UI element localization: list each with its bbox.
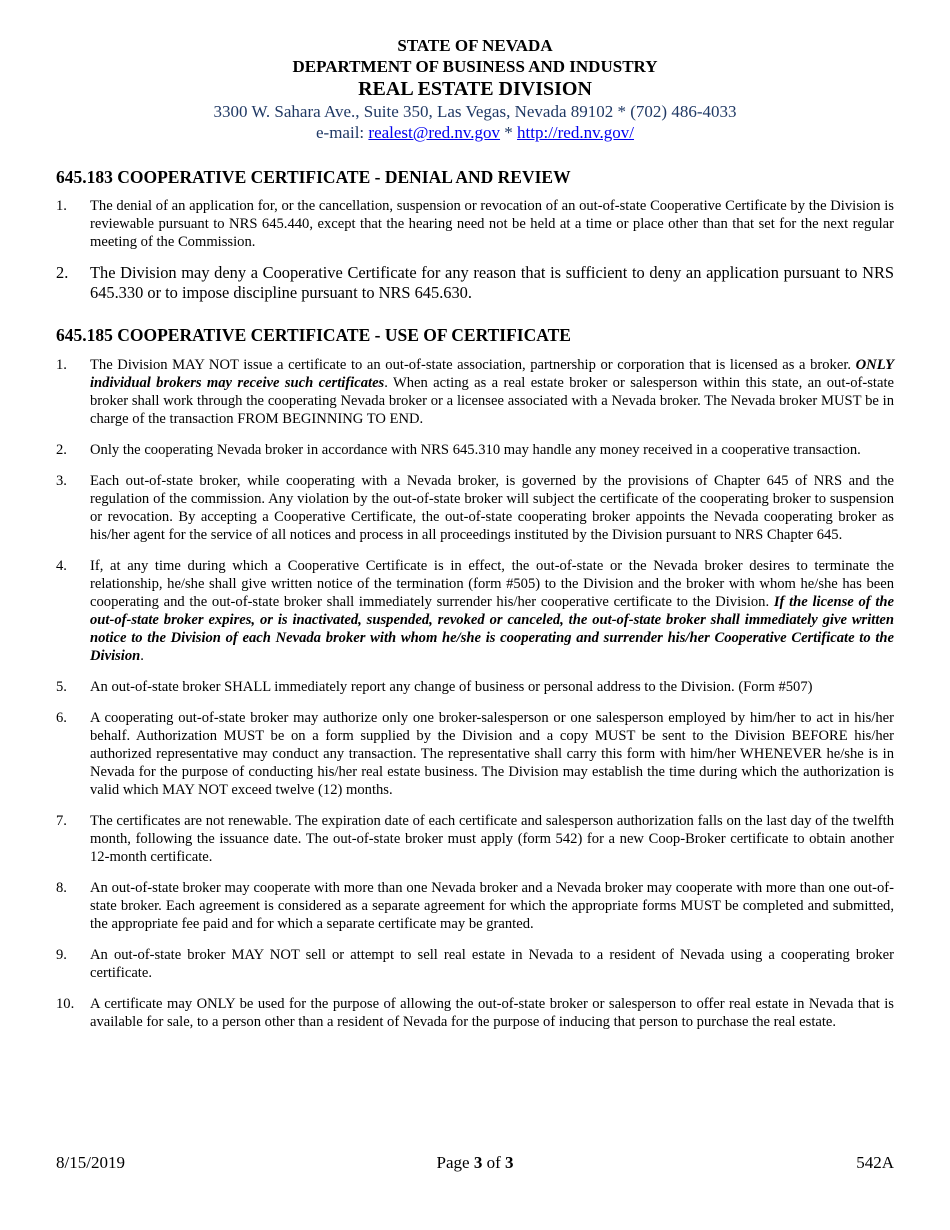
item-text: The denial of an application for, or the cancellation, suspension or revocation of an out-of-state Cooperative Certificate by the Division is reviewable pursuant to NRS 645.440, except that the hearing need not be held at a time or place other than that set for the next regular meeting of the Commission. xyxy=(90,198,894,250)
state-heading: STATE OF NEVADA xyxy=(397,36,553,55)
letterhead xyxy=(56,35,894,143)
item-text: Only the cooperating Nevada broker in accordance with NRS 645.310 may handle any money received in a cooperative transaction. xyxy=(90,442,861,458)
address-line: 3300 W. Sahara Ave., Suite 350, Las Vegas, Nevada 89102 * (702) 486-4033 xyxy=(213,102,737,121)
list-item xyxy=(56,709,894,799)
item-text: Each out-of-state broker, while cooperating with a Nevada broker, is governed by the provisions of Chapter 645 of NRS and the regulation of the commission. Any violation by the out-of-state broker will subject the certificate of the cooperating broker to suspension or revocation. By accepting a Cooperative Certificate, the out-of-state cooperating broker appoints the Nevada cooperating broker as his/her agent for the service of all notices and process in all proceedings instituted by the Division pursuant to NRS Chapter 645. xyxy=(90,473,894,543)
list-item xyxy=(56,356,894,428)
item-text xyxy=(90,557,894,665)
website-link[interactable]: http://red.nv.gov/ xyxy=(517,123,634,142)
item-number: 2. xyxy=(56,263,69,282)
item-number: 2. xyxy=(56,442,67,458)
email-label: e-mail: xyxy=(316,123,369,142)
list-item xyxy=(56,812,894,866)
list-item xyxy=(56,472,894,544)
item-number: 1. xyxy=(56,198,67,214)
item-text xyxy=(90,356,894,428)
item-text-part: If, at any time during which a Cooperative Certificate is in effect, the out-of-state or the Nevada broker desires to terminate the relationship, he/she shall give written notice of the termination (form #505) to the Division and the broker with whom he/she has been cooperating and the out-of-state broker shall immediately surrender his/her cooperative certificate to the Division. xyxy=(90,558,894,610)
emphasis-text: ONLY individual brokers may receive such certificates xyxy=(90,357,894,391)
item-number: 1. xyxy=(56,357,67,373)
item-text: The Division may deny a Cooperative Certificate for any reason that is sufficient to deny an application pursuant to NRS 645.330 or to impose discipline pursuant to NRS 645.630. xyxy=(90,263,894,302)
item-text: An out-of-state broker MAY NOT sell or attempt to sell real estate in Nevada to a resident of Nevada using a cooperating broker certificate. xyxy=(90,947,894,981)
division-heading: REAL ESTATE DIVISION xyxy=(358,78,592,100)
section-title-use-of-certificate: 645.185 COOPERATIVE CERTIFICATE - USE OF CERTIFICATE xyxy=(56,325,571,345)
item-number: 5. xyxy=(56,679,67,695)
contact-separator: * xyxy=(500,123,518,142)
item-number: 6. xyxy=(56,710,67,726)
total-pages: 3 xyxy=(504,1153,514,1172)
email-link[interactable]: realest@red.nv.gov xyxy=(368,123,501,142)
department-heading: DEPARTMENT OF BUSINESS AND INDUSTRY xyxy=(292,57,658,76)
page-number xyxy=(56,1153,894,1173)
item-number: 9. xyxy=(56,947,67,963)
list-item xyxy=(56,678,894,696)
list-item xyxy=(56,946,894,982)
item-number: 7. xyxy=(56,813,67,829)
form-id: 542A xyxy=(856,1153,894,1172)
list-item xyxy=(56,197,894,251)
list-item xyxy=(56,441,894,459)
item-text: A certificate may ONLY be used for the purpose of allowing the out-of-state broker or salesperson to offer real estate in Nevada that is available for sale, to a person other than a resident of Nevada for the purpose of inducing that person to purchase the real estate. xyxy=(90,996,894,1030)
item-text: An out-of-state broker may cooperate with more than one Nevada broker and a Nevada broker may cooperate with more than one out-of-state broker. Each agreement is considered as a separate agreement for which the appropriate forms MUST be completed and submitted, the appropriate fee paid and for which a separate certificate may be granted. xyxy=(90,880,894,932)
emphasis-text: If the license of the out-of-state broker expires, or is inactivated, suspended, revoked or canceled, the out-of-state broker shall immediately give written notice to the Division of each Nevada broker with whom he/she is cooperating and surrender his/her Cooperative Certificate to the Division xyxy=(90,594,894,664)
document-page xyxy=(56,35,894,1031)
list-item xyxy=(56,995,894,1031)
item-text: The certificates are not renewable. The expiration date of each certificate and salesperson authorization falls on the last day of the twelfth month, following the issuance date. The out-of-state broker must apply (form 542) for a new Coop-Broker certificate to obtain another 12-month certificate. xyxy=(90,813,894,865)
footer-date: 8/15/2019 xyxy=(56,1153,125,1172)
contact-line xyxy=(56,122,894,143)
of-word: of xyxy=(482,1153,505,1172)
item-number: 3. xyxy=(56,473,67,489)
item-number: 4. xyxy=(56,558,67,574)
item-number: 8. xyxy=(56,880,67,896)
page-word: Page xyxy=(436,1153,474,1172)
item-text: A cooperating out-of-state broker may authorize only one broker-salesperson or one salesperson employed by him/her to act in his/her behalf. Authorization MUST be on a form supplied by the Division and a copy MUST be sent to the Division BEFORE his/her authorized representative may conduct any transaction. The representative shall carry this form with him/her WHENEVER he/she is in Nevada for the purpose of conducting his/her real estate business. The Division may establish the time during which the authorization is valid which MAY NOT exceed twelve (12) months. xyxy=(90,710,894,798)
section-title-denial-review: 645.183 COOPERATIVE CERTIFICATE - DENIAL AND REVIEW xyxy=(56,167,571,187)
item-text-part: . xyxy=(140,648,144,664)
list-item xyxy=(56,879,894,933)
item-text-part: The Division MAY NOT issue a certificate to an out-of-state association, partnership or corporation that is licensed as a broker. xyxy=(90,357,856,373)
item-text: An out-of-state broker SHALL immediately report any change of business or personal address to the Division. (Form #507) xyxy=(90,679,813,695)
current-page: 3 xyxy=(473,1153,483,1172)
item-number: 10. xyxy=(56,996,75,1012)
list-item xyxy=(56,263,894,303)
item-text-part: . When acting as a real estate broker or salesperson within this state, an out-of-state broker shall work through the cooperating Nevada broker or a licensee associated with a Nevada broker. The Nevada broker MUST be in charge of the transaction FROM BEGINNING TO END. xyxy=(90,375,895,427)
list-item xyxy=(56,557,894,665)
